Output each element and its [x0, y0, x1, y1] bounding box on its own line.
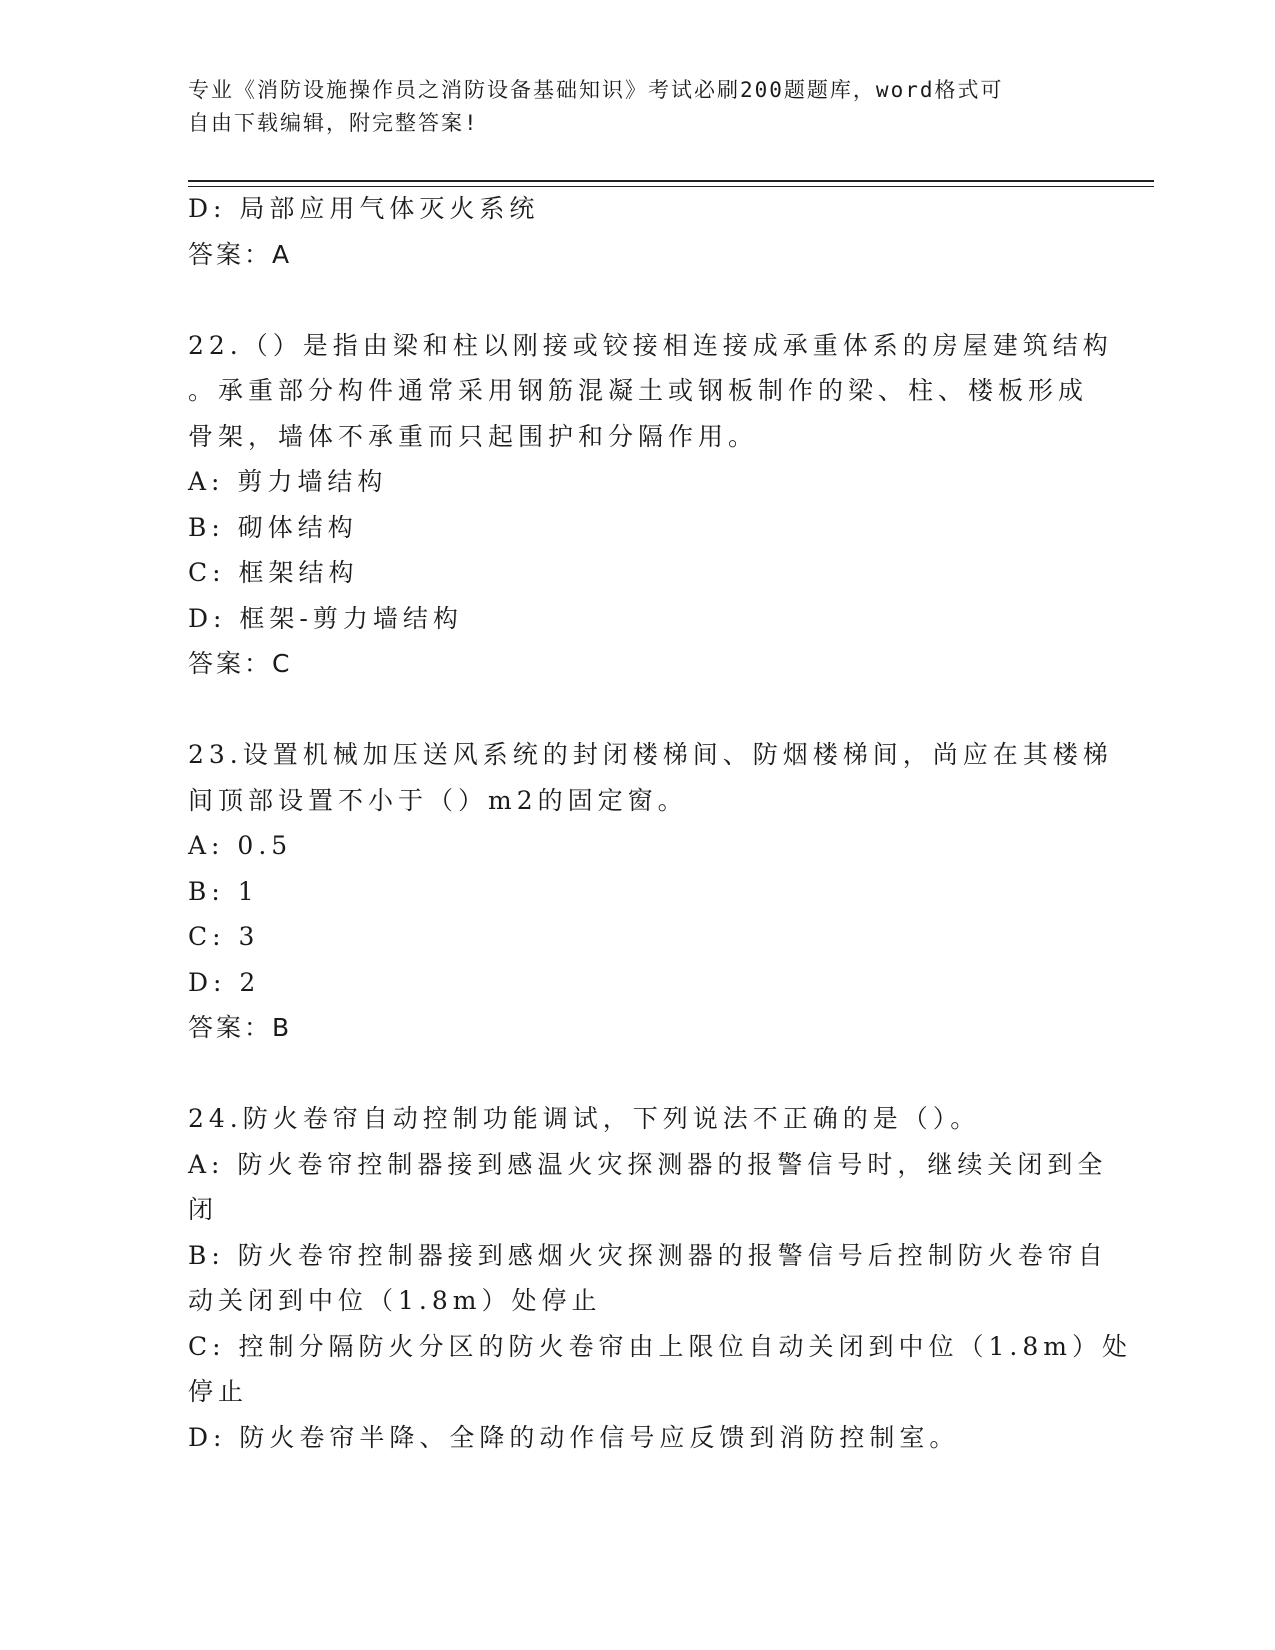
spacer — [188, 687, 1088, 733]
header-line-1: 专业《消防设施操作员之消防设备基础知识》考试必刷200题题库，word格式可 — [188, 78, 1004, 102]
q24-option-c-cont: 停止 — [188, 1377, 249, 1406]
spacer — [188, 277, 1088, 323]
q23-option-c: C: 3 — [188, 922, 260, 951]
q24-option-d: D: 防火卷帘半降、全降的动作信号应反馈到消防控制室。 — [188, 1422, 960, 1452]
q24-option-a-cont: 闭 — [188, 1195, 219, 1224]
q22-stem-line: 22.（）是指由梁和柱以刚接或铰接相连接成承重体系的房屋建筑结构 — [188, 330, 1113, 360]
q23-stem-line: 23.设置机械加压送风系统的封闭楼梯间、防烟楼梯间，尚应在其楼梯 — [188, 740, 1113, 769]
q24-option-a: A: 防火卷帘控制器接到感温火灾探测器的报警信号时，继续关闭到全 — [188, 1149, 1108, 1179]
q21-answer: 答案：A — [188, 239, 293, 269]
header-divider — [188, 180, 1154, 182]
q22-answer: 答案：C — [188, 649, 293, 678]
question-24 — [188, 1096, 1132, 1460]
document-header — [188, 74, 1068, 140]
q23-option-d: D: 2 — [188, 967, 261, 997]
spacer — [188, 1051, 1088, 1097]
q22-option-a: A: 剪力墙结构 — [188, 467, 388, 496]
q23-option-b: B: 1 — [188, 876, 259, 906]
q23-answer: 答案：B — [188, 1013, 293, 1042]
q23-option-a: A: 0.5 — [188, 831, 293, 860]
q24-stem-line: 24.防火卷帘自动控制功能调试，下列说法不正确的是（）。 — [188, 1104, 981, 1133]
q22-stem-line: 骨架，墙体不承重而只起围护和分隔作用。 — [188, 421, 759, 451]
header-line-2: 自由下载编辑，附完整答案! — [188, 111, 479, 135]
q23-stem-line: 间顶部设置不小于（）m2的固定窗。 — [188, 785, 688, 815]
q24-option-b-cont: 动关闭到中位（1.8m）处停止 — [188, 1286, 602, 1315]
q22-stem-line: 。承重部分构件通常采用钢筋混凝土或钢板制作的梁、柱、楼板形成 — [188, 376, 1089, 405]
question-22 — [188, 323, 1113, 687]
q21-option-d: D: 局部应用气体灭火系统 — [188, 194, 540, 223]
q24-option-b: B: 防火卷帘控制器接到感烟火灾探测器的报警信号后控制防火卷帘自 — [188, 1240, 1108, 1270]
q22-option-d: D: 框架-剪力墙结构 — [188, 603, 463, 633]
q24-option-c: C: 控制分隔防火分区的防火卷帘由上限位自动关闭到中位（1.8m）处 — [188, 1331, 1132, 1361]
q22-option-c: C: 框架结构 — [188, 558, 359, 587]
q22-option-b: B: 砌体结构 — [188, 512, 358, 542]
question-content — [188, 186, 1132, 1460]
question-23 — [188, 732, 1113, 1051]
